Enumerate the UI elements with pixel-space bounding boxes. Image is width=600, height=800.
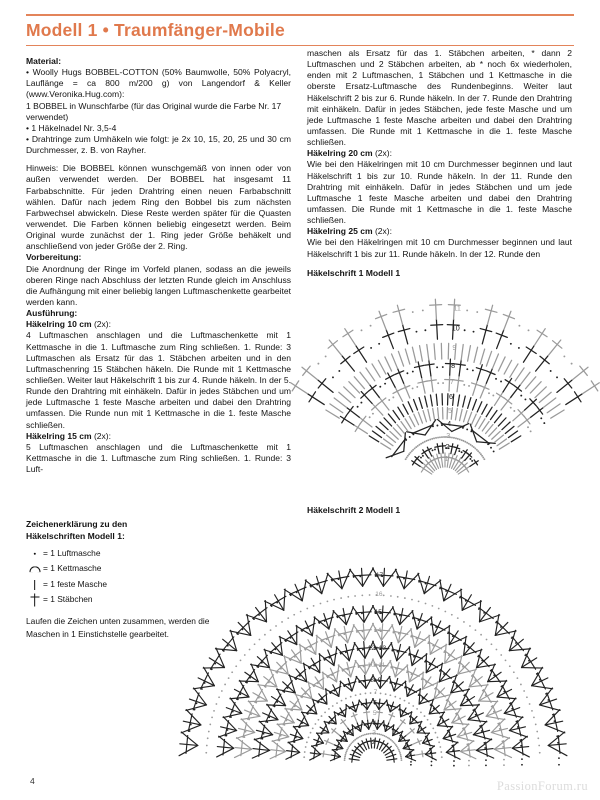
ring25-text: Wie bei den Häkelringen mit 10 cm Durchmesser beginnen und laut Häkelschrift 1 bis zur 11. Runde häkeln. In der 12. Runde den bbox=[307, 237, 572, 259]
legend-title-line1: Zeichenerklärung zu den bbox=[26, 519, 128, 529]
page-number: 4 bbox=[30, 776, 35, 786]
svg-text:14: 14 bbox=[373, 626, 382, 634]
watermark: PassionForum.ru bbox=[496, 779, 588, 793]
page-header bbox=[26, 14, 574, 46]
svg-text:10: 10 bbox=[451, 323, 460, 333]
ring10-text: 4 Luftmaschen anschlagen und die Luftmaschenkette mit 1 Kettmasche in die 1. Luftmasche zum Ring schließen. 1. Runde: 3 Luftmaschen als Ersatz für das 1. Stäbchen arbeiten und in den Luftmaschenring 15 Stäbchen häkeln. Die Runde mit 1 Kettmasche schließen. Weiter laut Häkelschrift 1 bis zur 4. Runde häkeln. In der 5. Runde den Drahtring mit einhäkeln. Dafür in jedes Stäbchen und um jede Luftmasche 1 feste Masche arbeiten und dabei den Drahtring umfassen. Die Runde nun mit 1 Kettmasche in die 1. feste Masche schließen. bbox=[26, 330, 291, 430]
svg-text:9: 9 bbox=[452, 343, 457, 353]
svg-text:10+11: 10+11 bbox=[367, 661, 386, 669]
ring20-heading bbox=[307, 148, 572, 159]
svg-text:2: 2 bbox=[445, 441, 450, 451]
material-line-0: • Woolly Hugs BOBBEL-COTTON (50% Baumwolle, 50% Polyacryl, Lauflänge = ca 800 m/200 g) von Langendorf & Keller (www.Veronika.Hug.com): bbox=[26, 67, 291, 100]
material-line-2: • 1 Häkelnadel Nr. 3,5-4 bbox=[26, 122, 117, 133]
svg-text:6: 6 bbox=[373, 699, 377, 707]
single-crochet-bar-icon bbox=[26, 577, 43, 593]
chart-1-caption: Häkelschrift 1 Modell 1 bbox=[307, 268, 401, 278]
ring25-qty: (2x): bbox=[374, 226, 393, 237]
ring10-heading bbox=[26, 319, 291, 330]
svg-text:5: 5 bbox=[448, 406, 453, 416]
legend-label-staebchen: = 1 Stäbchen bbox=[43, 594, 93, 605]
continuation-paragraph: maschen als Ersatz für das 1. Stäbchen arbeiten, * dann 2 Luftmaschen und 2 Stäbchen arbeiten, ab * noch 6x wiederholen, enden mit 2 Luftmaschen, 1 Stäbchen und 1 Kettmasche in die oberste Ersatz-Luftmasche des Rundenbeginns. Weiter laut Häkelschrift 2 bis zur 6. Runde häkeln. In der 7. Runde den Drahtring mit einhäkeln. Dafür in jedes Stäbchen, jede feste Masche und um jede Luftmasche 1 feste Masche arbeiten und dabei den Drahtring umfassen. Die Runde mit 1 Kettmasche in die 1. feste Masche schließen. bbox=[307, 48, 572, 148]
legend-note: Laufen die Zeichen unten zusammen, werden die Maschen in 1 Einstichstelle gearbeitet. bbox=[26, 615, 210, 639]
svg-text:11: 11 bbox=[453, 303, 461, 313]
page-title: Modell 1 • Traumfänger-Mobile bbox=[26, 20, 285, 40]
crochet-chart-2-svg bbox=[148, 516, 598, 782]
material-label: Material: bbox=[26, 56, 62, 66]
legend-label-luftmasche: = 1 Luftmasche bbox=[43, 547, 101, 558]
chart-2-caption: Häkelschrift 2 Modell 1 bbox=[307, 505, 401, 515]
material-line-3: • Drahtringe zum Umhäkeln wie folgt: je 2x 10, 15, 20, 25 und 30 cm Durchmesser, z. B. von Rayher. bbox=[26, 133, 291, 156]
svg-text:8+9: 8+9 bbox=[370, 676, 382, 684]
vorbereitung-label: Vorbereitung: bbox=[26, 252, 82, 263]
svg-text:3: 3 bbox=[446, 431, 451, 441]
ring20-label: Häkelring 20 cm bbox=[307, 148, 373, 159]
ring25-heading bbox=[307, 226, 572, 237]
svg-text:3: 3 bbox=[372, 729, 376, 737]
crochet-chart-2 bbox=[148, 516, 598, 782]
svg-text:8: 8 bbox=[451, 361, 456, 371]
svg-text:7: 7 bbox=[450, 377, 455, 387]
crochet-chart-1 bbox=[300, 278, 590, 503]
svg-text:4: 4 bbox=[447, 419, 452, 429]
svg-text:4: 4 bbox=[372, 719, 377, 727]
svg-text:2: 2 bbox=[371, 738, 376, 746]
material-line-1: 1 BOBBEL in Wunschfarbe (für das Original wurde die Farbe Nr. 17 verwendet) bbox=[26, 100, 282, 122]
ring20-text: Wie bei den Häkelringen mit 10 cm Durchmesser beginnen und laut Häkelschrift 1 bis zur 10. Runde häkeln. In der 11. Runde den Drahtring mit einhäkeln. Dafür in jedes Stäbchen und um jede Luftmasche 1 feste Masche arbeiten und dabei den Drahtring umfassen. Die Runde mit 1 Kettmasche in die 1. feste Masche schließen. bbox=[307, 159, 572, 226]
legend-label-feste-masche: = 1 feste Masche bbox=[43, 578, 108, 589]
svg-text:17: 17 bbox=[375, 571, 384, 579]
header-rule-bottom bbox=[26, 45, 574, 47]
ring15-qty: (2x): bbox=[93, 430, 112, 441]
slip-stitch-arc-icon bbox=[26, 561, 43, 577]
legend-title-line2: Häkelschriften Modell 1: bbox=[26, 531, 125, 542]
ring15-text: 5 Luftmaschen anschlagen und die Luftmaschenkette mit 1 Kettmasche in die 1. Luftmasche zum Ring schließen. 1. Runde: 3 Luft- bbox=[26, 441, 291, 475]
hinweis-paragraph: Hinweis: Die BOBBEL können wunschgemäß von innen oder von außen verwendet werden. Der BOBBEL hat insgesamt 11 Farbabschnitte. Für jeden Drahtring einen neuen Farbabschnitt wählen. Dafür nach jedem Ring den Bobbel bis zum nächsten Farbwechsel abwickeln. Diese Reste werden später für die Quasten verwendet. Die Farben können beliebig eingesetzt werden. Beim Original wurde zunächst der 1. Ring jeder Größe behäkelt und anschließend von jeder Größe der 2. Ring. bbox=[26, 163, 291, 252]
left-text-column bbox=[26, 56, 291, 475]
crochet-chart-1-svg bbox=[300, 278, 590, 503]
svg-text:15: 15 bbox=[374, 608, 382, 616]
svg-text:12+13: 12+13 bbox=[367, 644, 387, 652]
right-text-column bbox=[307, 48, 572, 260]
svg-text:16: 16 bbox=[375, 590, 383, 598]
ring10-qty: (2x): bbox=[93, 319, 112, 330]
svg-text:5: 5 bbox=[372, 709, 377, 717]
vorbereitung-text: Die Anordnung der Ringe im Vorfeld planen, sodass an die jeweils oberen Ringe nach Abschluss der letzten Runde gleich im Anschluss die Aufhängung mit einer beliebig langen Luftmaschenkette gearbeitet werden kann. bbox=[26, 263, 291, 307]
ausfuehrung-label: Ausführung: bbox=[26, 308, 78, 319]
ring15-label: Häkelring 15 cm bbox=[26, 430, 92, 441]
ring20-qty: (2x): bbox=[374, 148, 393, 159]
ring10-label: Häkelring 10 cm bbox=[26, 319, 92, 330]
ring25-label: Häkelring 25 cm bbox=[307, 226, 373, 237]
svg-text:6: 6 bbox=[448, 392, 453, 402]
chain-stitch-dot-icon bbox=[26, 546, 43, 562]
legend-label-kettmasche: = 1 Kettmasche bbox=[43, 563, 102, 574]
ring15-heading bbox=[26, 431, 291, 442]
double-crochet-cross-icon bbox=[26, 592, 43, 608]
svg-text:1: 1 bbox=[444, 453, 449, 463]
svg-text:7: 7 bbox=[373, 688, 378, 696]
